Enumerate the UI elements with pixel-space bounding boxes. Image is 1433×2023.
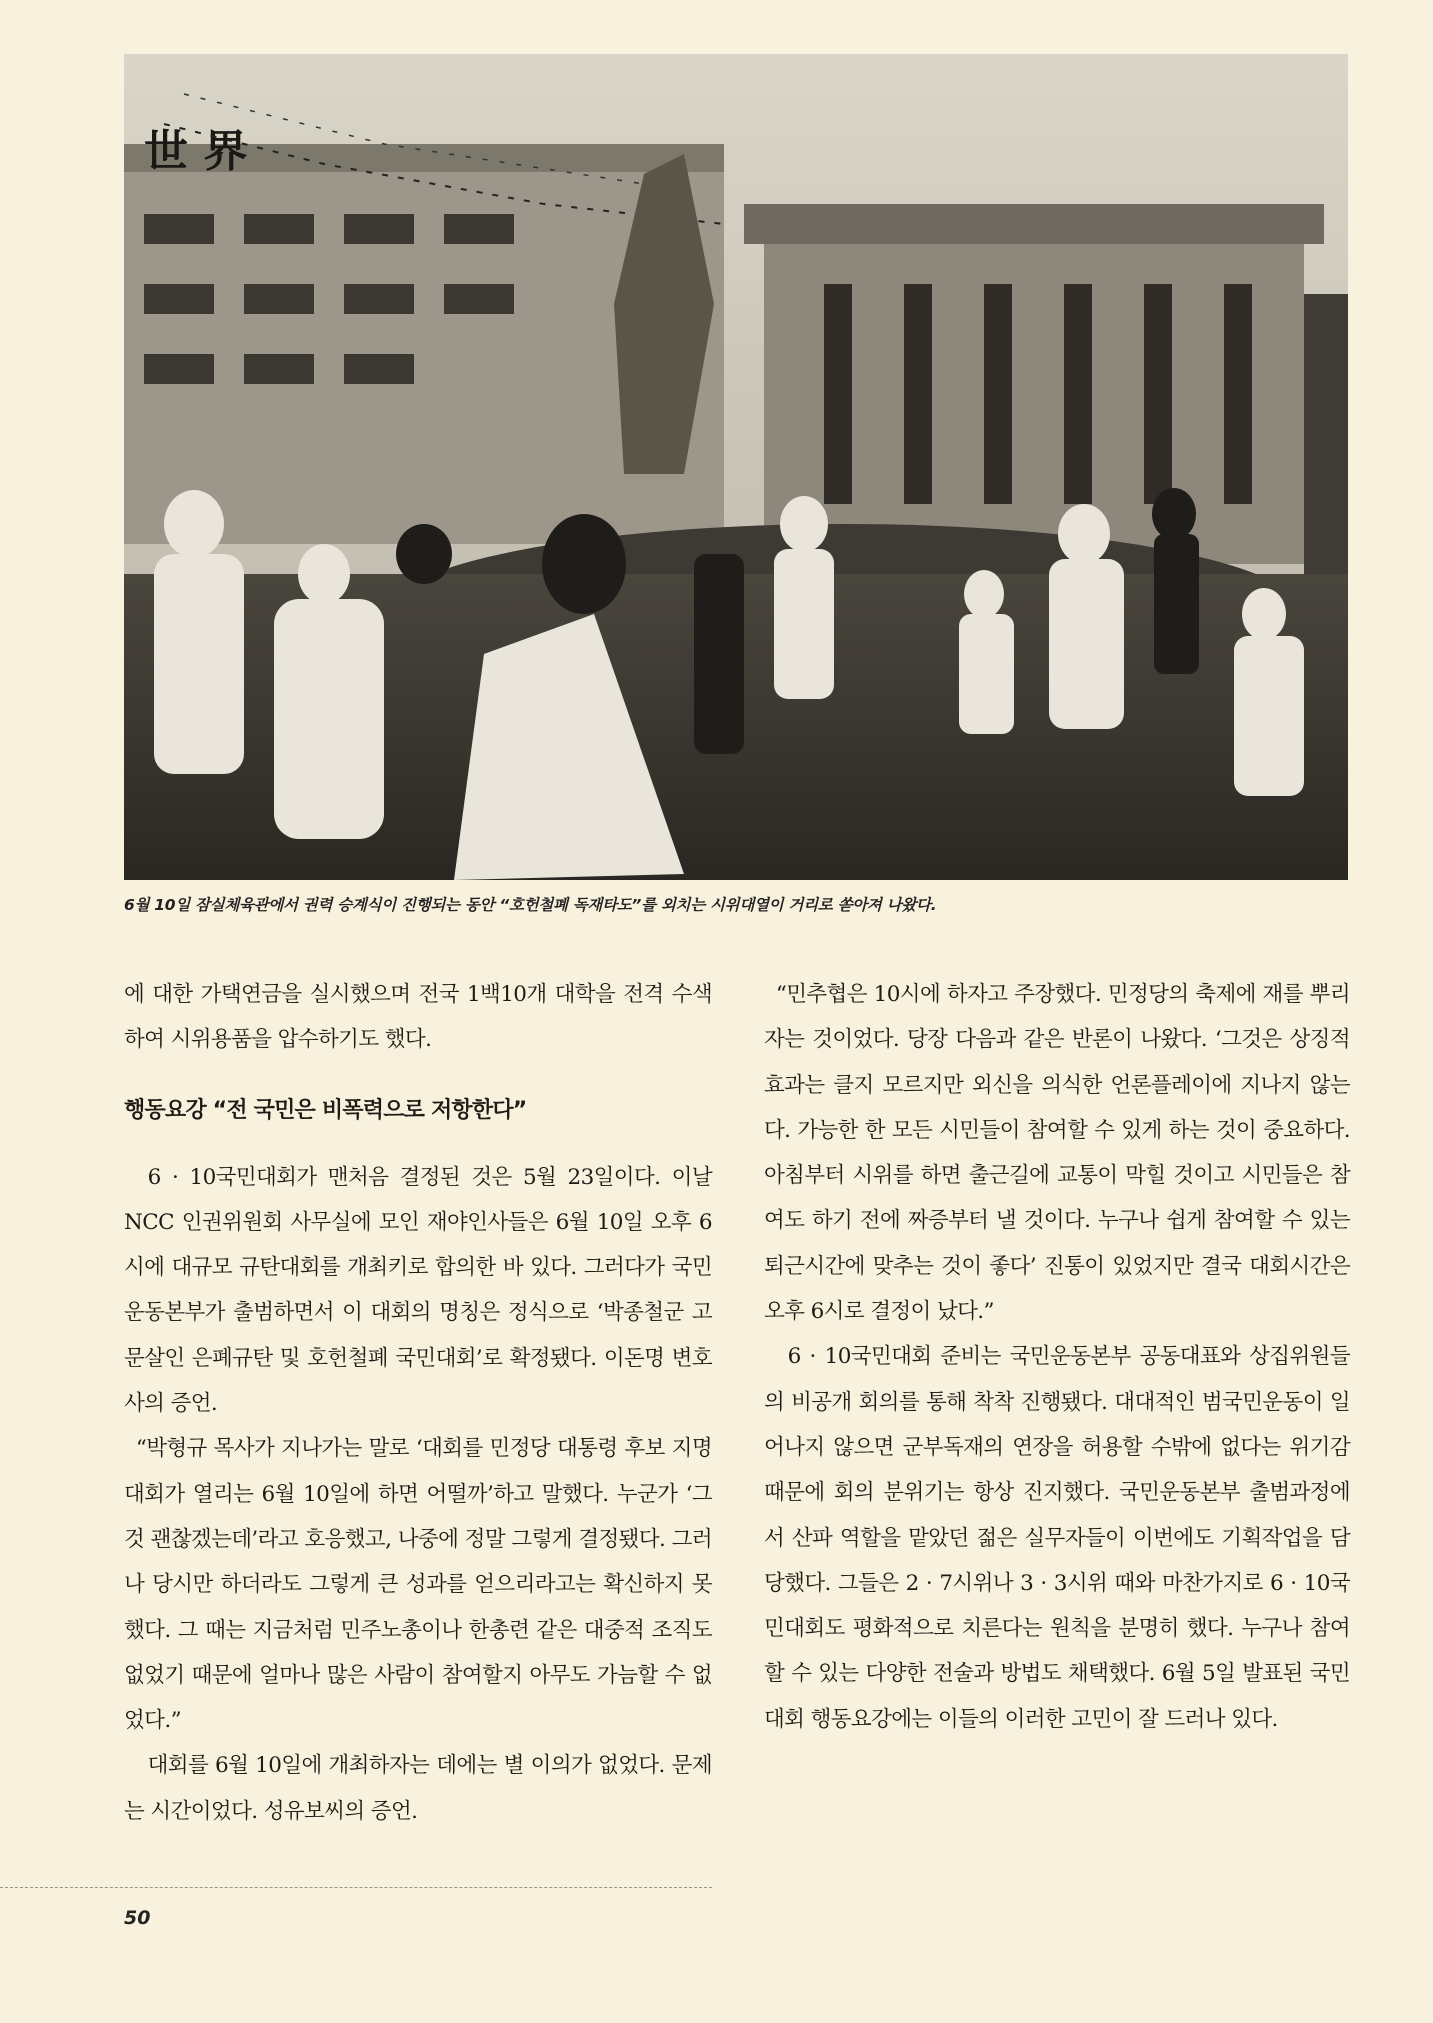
right-paragraph-1: “민추협은 10시에 하자고 주장했다. 민정당의 축제에 재를 뿌리자는 것이었다. 당장 다음과 같은 반론이 나왔다. ‘그것은 상징적 효과는 클지 모르지만 외신을 의식한 언론플레이에 지나지 않는다. 가능한 한 모든 시민들이 참여할 수 있게 하는 것이 중요하다. 아침부터 시위를 하면 출근길에 교통이 막힐 것이고 시민들은 참여도 하기 전에 짜증부터 낼 것이다. 누구나 쉽게 참여할 수 있는 퇴근시간에 맞추는 것이 좋다’ 진통이 있었지만 결국 대회시간은 오후 6시로 결정이 났다.” bbox=[764, 982, 1350, 1325]
protest-photo bbox=[124, 54, 1348, 880]
right-column bbox=[764, 972, 1350, 1742]
left-paragraph-3: “박형규 목사가 지나가는 말로 ‘대회를 민정당 대통령 후보 지명대회가 열리는 6월 10일에 하면 어떨까’하고 말했다. 누군가 ‘그것 괜찮겠는데’라고 호응했고, 나중에 정말 그렇게 결정됐다. 그러나 당시만 하더라도 그렇게 큰 성과를 얻으리라고는 확신하지 못했다. 그 때는 지금처럼 민주노총이나 한총련 같은 대중적 조직도 없었기 때문에 얼마나 많은 사람이 참여할지 아무도 가늠할 수 없었다.” bbox=[124, 1436, 712, 1734]
photo-caption: 6월 10일 잠실체육관에서 권력 승계식이 진행되는 동안 “호헌철폐 독재타도”를 외치는 시위대열이 거리로 쏟아져 나왔다. bbox=[124, 896, 937, 914]
page-number: 50 bbox=[124, 1907, 151, 1929]
left-paragraph-2: 6 · 10국민대회가 맨처음 결정된 것은 5월 23일이다. 이날 NCC 인권위원회 사무실에 모인 재야인사들은 6월 10일 오후 6시에 대규모 규탄대회를 개최키로 합의한 바 있다. 그러다가 국민운동본부가 출범하면서 이 대회의 명칭은 정식으로 ‘박종철군 고문살인 은폐규탄 및 호헌철폐 국민대회’로 확정됐다. 이돈명 변호사의 증언. bbox=[124, 1164, 712, 1417]
left-column bbox=[124, 972, 712, 1834]
footer-divider bbox=[0, 1887, 712, 1888]
section-heading: 행동요강 “전 국민은 비폭력으로 저항한다” bbox=[124, 1097, 527, 1123]
right-paragraph-2: 6 · 10국민대회 준비는 국민운동본부 공동대표와 상집위원들의 비공개 회의를 통해 착착 진행됐다. 대대적인 범국민운동이 일어나지 않으면 군부독재의 연장을 허용할 수밖에 없다는 위기감 때문에 회의 분위기는 항상 진지했다. 국민운동본부 출범과정에서 산파 역할을 맡았던 젊은 실무자들이 이번에도 기획작업을 담당했다. 그들은 2 · 7시위나 3 · 3시위 때와 마찬가지로 6 · 10국민대회도 평화적으로 치른다는 원칙을 분명히 했다. 누구나 참여할 수 있는 다양한 전술과 방법도 채택했다. 6월 5일 발표된 국민대회 행동요강에는 이들의 이러한 고민이 잘 드러나 있다. bbox=[764, 1344, 1350, 1732]
photo-illustration bbox=[124, 54, 1348, 880]
left-paragraph-1: 에 대한 가택연금을 실시했으며 전국 1백10개 대학을 전격 수색하여 시위용품을 압수하기도 했다. bbox=[124, 982, 712, 1053]
building-sign-text: 世 界 bbox=[144, 126, 248, 177]
left-paragraph-4: 대회를 6월 10일에 개최하자는 데에는 별 이의가 없었다. 문제는 시간이었다. 성유보씨의 증언. bbox=[124, 1753, 712, 1824]
